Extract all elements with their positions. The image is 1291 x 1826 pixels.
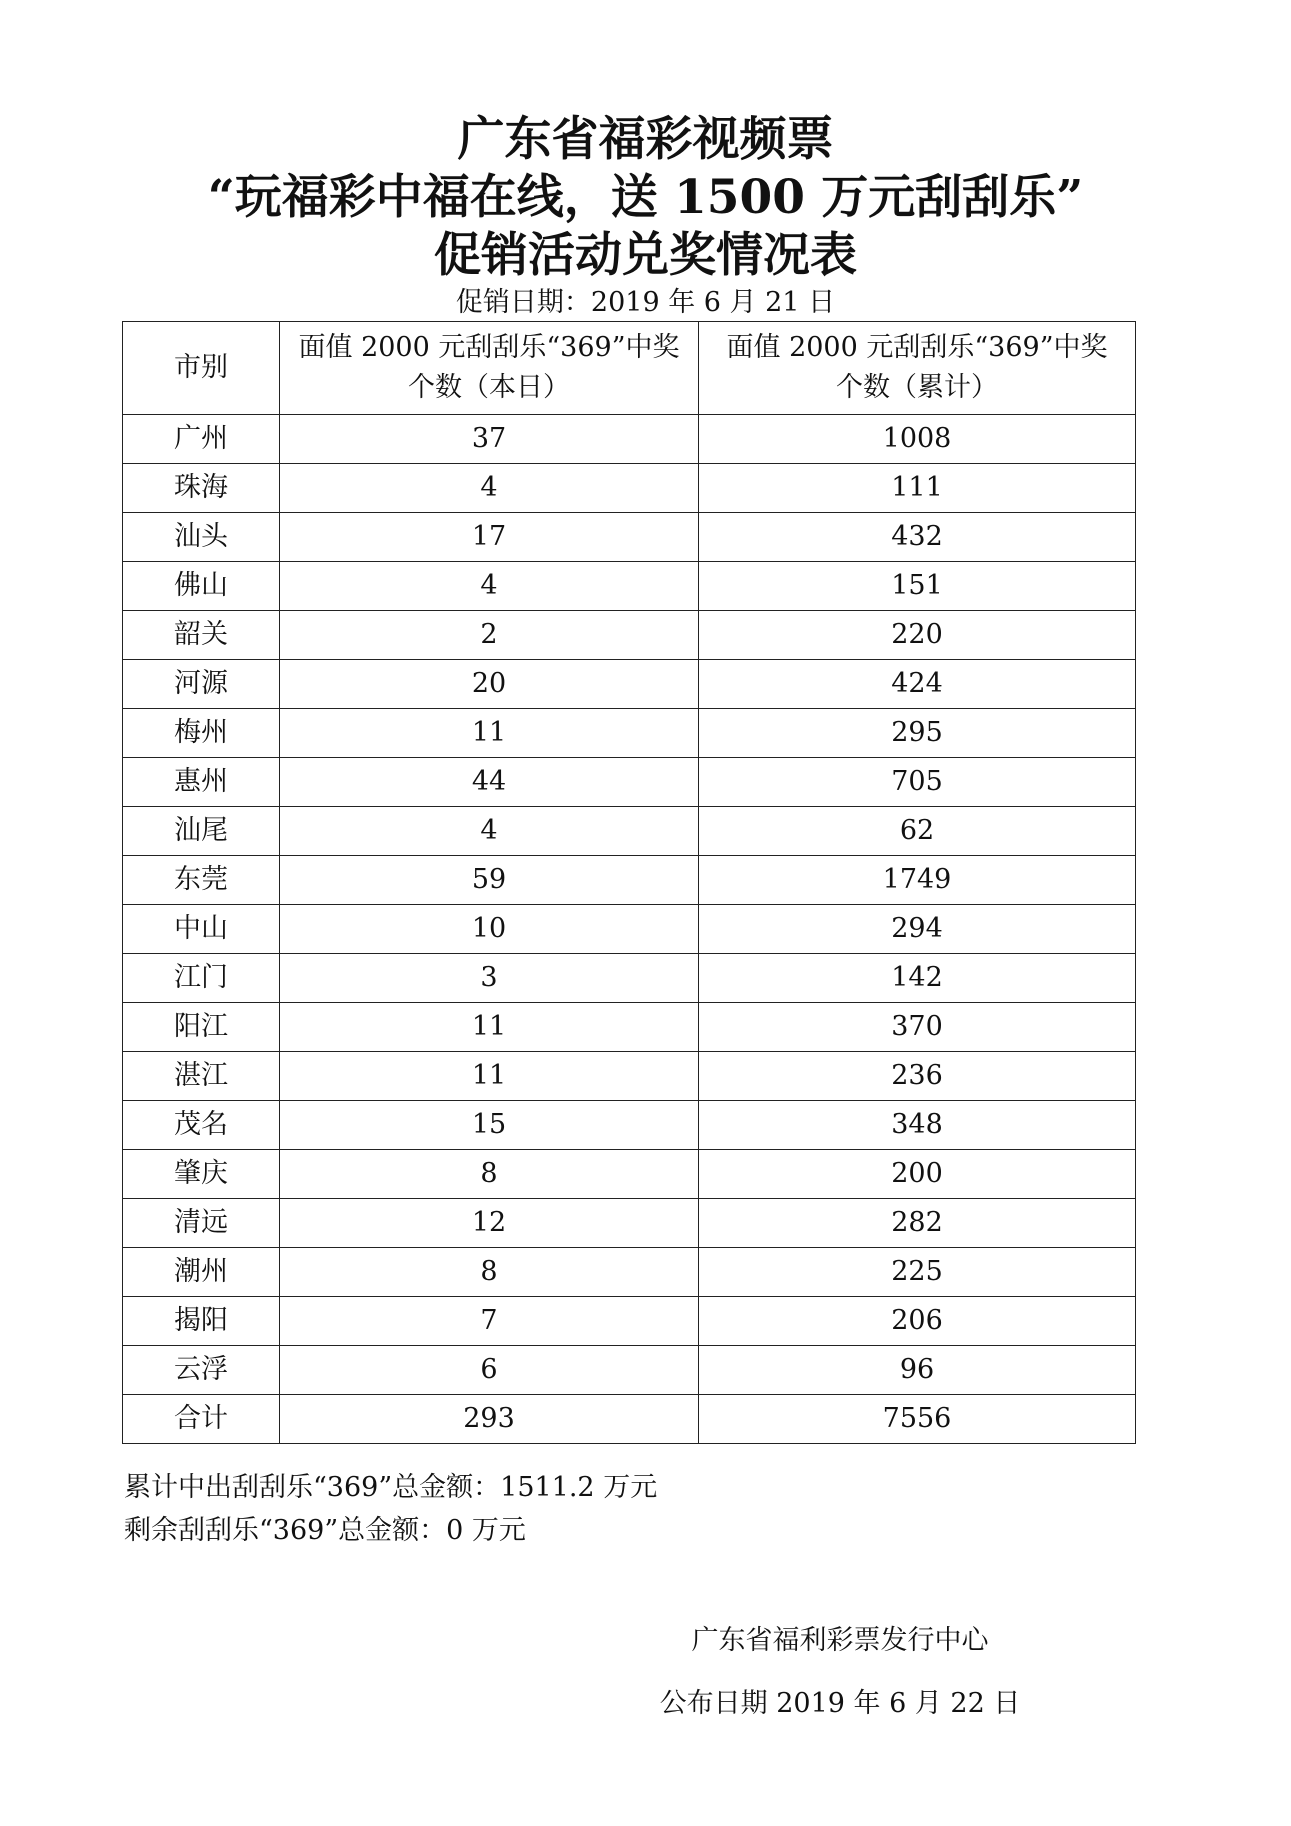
cell-city: 广州 [123, 415, 280, 464]
cell-today: 59 [280, 856, 699, 905]
cell-today: 8 [280, 1248, 699, 1297]
cell-today: 4 [280, 464, 699, 513]
cell-total: 370 [699, 1003, 1136, 1052]
cell-city: 梅州 [123, 709, 280, 758]
cell-total: 142 [699, 954, 1136, 1003]
header-today [280, 322, 699, 415]
cell-city: 湛江 [123, 1052, 280, 1101]
table-row [123, 1297, 1136, 1346]
cell-today: 3 [280, 954, 699, 1003]
cell-total: 1749 [699, 856, 1136, 905]
table-row [123, 464, 1136, 513]
table-total-row [123, 1395, 1136, 1444]
table-body [123, 415, 1136, 1444]
table-row [123, 807, 1136, 856]
cell-today: 7 [280, 1297, 699, 1346]
cell-city: 东莞 [123, 856, 280, 905]
remaining-amount-note: 剩余刮刮乐“369”总金额：0 万元 [124, 1515, 526, 1546]
cell-today: 4 [280, 807, 699, 856]
cell-city: 揭阳 [123, 1297, 280, 1346]
prize-table [122, 321, 1136, 1444]
cell-total: 282 [699, 1199, 1136, 1248]
table-row [123, 856, 1136, 905]
cell-total: 206 [699, 1297, 1136, 1346]
cell-total: 1008 [699, 415, 1136, 464]
table-row [123, 513, 1136, 562]
table-row [123, 954, 1136, 1003]
cell-total: 294 [699, 905, 1136, 954]
table-row [123, 1052, 1136, 1101]
table-row [123, 415, 1136, 464]
cell-total: 151 [699, 562, 1136, 611]
title-line-3: 促销活动兑奖情况表 [434, 228, 857, 283]
cell-today: 44 [280, 758, 699, 807]
cell-today: 2 [280, 611, 699, 660]
promo-date: 促销日期：2019 年 6 月 21 日 [455, 287, 836, 318]
cell-total: 225 [699, 1248, 1136, 1297]
cell-today: 6 [280, 1346, 699, 1395]
cell-total: 111 [699, 464, 1136, 513]
title-line-2: “玩福彩中福在线，送 1500 万元刮刮乐” [207, 170, 1084, 225]
cell-today: 12 [280, 1199, 699, 1248]
cell-today: 11 [280, 709, 699, 758]
cell-city: 佛山 [123, 562, 280, 611]
cell-city: 江门 [123, 954, 280, 1003]
table-row [123, 709, 1136, 758]
table-row [123, 758, 1136, 807]
cell-total: 432 [699, 513, 1136, 562]
cell-city: 潮州 [123, 1248, 280, 1297]
cell-city: 珠海 [123, 464, 280, 513]
cell-city: 河源 [123, 660, 280, 709]
cell-total: 200 [699, 1150, 1136, 1199]
table-row [123, 660, 1136, 709]
table-row [123, 1101, 1136, 1150]
cell-today: 8 [280, 1150, 699, 1199]
cell-city: 韶关 [123, 611, 280, 660]
cell-total: 62 [699, 807, 1136, 856]
cell-total: 705 [699, 758, 1136, 807]
title-line-1: 广东省福彩视频票 [457, 112, 834, 167]
cell-total: 220 [699, 611, 1136, 660]
table-row [123, 1248, 1136, 1297]
table-row [123, 611, 1136, 660]
cell-today: 11 [280, 1003, 699, 1052]
header-total-line-1: 面值 2000 元刮刮乐“369”中奖 [726, 332, 1108, 363]
header-today-line-2: 个数（本日） [408, 372, 570, 403]
issuer-name: 广东省福利彩票发行中心 [691, 1625, 989, 1656]
cell-total: 7556 [699, 1395, 1136, 1444]
cell-city: 汕尾 [123, 807, 280, 856]
cell-city: 茂名 [123, 1101, 280, 1150]
cell-city: 阳江 [123, 1003, 280, 1052]
cell-today: 11 [280, 1052, 699, 1101]
cell-today: 15 [280, 1101, 699, 1150]
cell-today: 37 [280, 415, 699, 464]
cell-total: 348 [699, 1101, 1136, 1150]
cell-today: 293 [280, 1395, 699, 1444]
cell-city: 合计 [123, 1395, 280, 1444]
cell-city: 云浮 [123, 1346, 280, 1395]
table-row [123, 1150, 1136, 1199]
table-row [123, 1003, 1136, 1052]
cell-total: 295 [699, 709, 1136, 758]
cell-city: 惠州 [123, 758, 280, 807]
cell-today: 17 [280, 513, 699, 562]
header-today-line-1: 面值 2000 元刮刮乐“369”中奖 [298, 332, 680, 363]
cell-total: 424 [699, 660, 1136, 709]
cumulative-amount-note: 累计中出刮刮乐“369”总金额：1511.2 万元 [124, 1472, 658, 1503]
publish-date: 公布日期 2019 年 6 月 22 日 [659, 1688, 1021, 1719]
header-city-label: 市别 [174, 352, 228, 383]
cell-today: 20 [280, 660, 699, 709]
header-total-line-2: 个数（累计） [836, 372, 998, 403]
header-total [699, 322, 1136, 415]
cell-city: 汕头 [123, 513, 280, 562]
cell-city: 中山 [123, 905, 280, 954]
cell-today: 4 [280, 562, 699, 611]
table-row [123, 1346, 1136, 1395]
cell-total: 236 [699, 1052, 1136, 1101]
cell-total: 96 [699, 1346, 1136, 1395]
header-city [123, 322, 280, 415]
cell-city: 清远 [123, 1199, 280, 1248]
cell-today: 10 [280, 905, 699, 954]
cell-city: 肇庆 [123, 1150, 280, 1199]
table-header-row [123, 322, 1136, 415]
table-row [123, 905, 1136, 954]
table-row [123, 1199, 1136, 1248]
table-row [123, 562, 1136, 611]
